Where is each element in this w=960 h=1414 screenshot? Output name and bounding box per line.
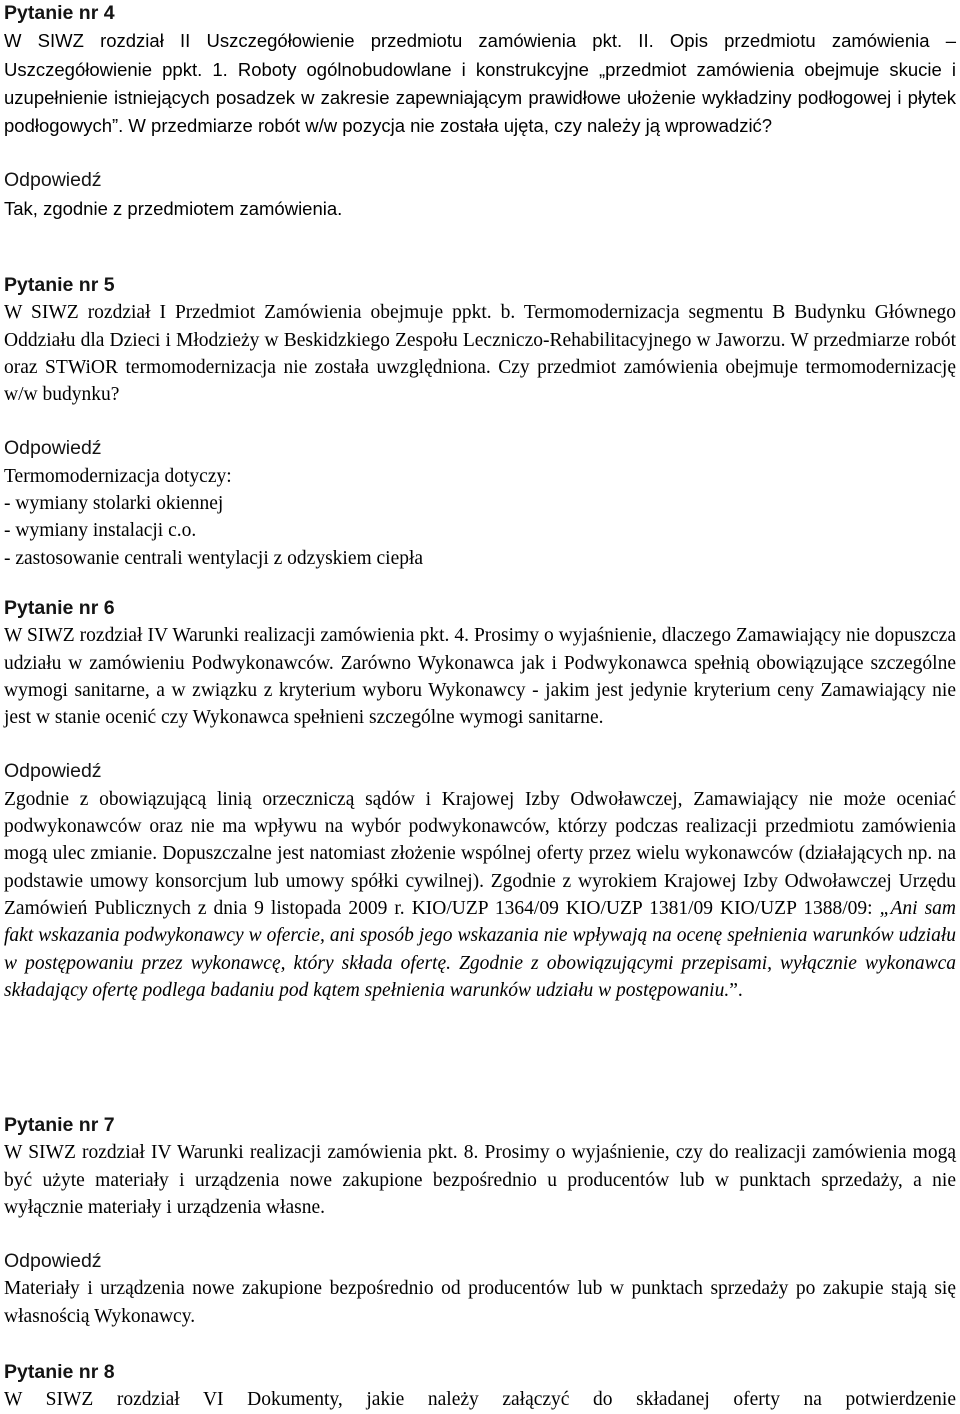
question-5-heading: Pytanie nr 5	[4, 274, 115, 296]
question-4-heading: Pytanie nr 4	[4, 2, 115, 24]
question-6-answer	[4, 786, 956, 1004]
question-7-section	[4, 1112, 956, 1330]
question-5-answer-line: Termomodernizacja dotyczy:	[4, 465, 232, 487]
question-4-answer-label: Odpowiedź	[4, 169, 102, 192]
question-6-answer-text: Zgodnie z obowiązującą linią orzeczniczą sądów i Krajowej Izby Odwoławczej, Zamawiający nie może oceniać podwykonawców oraz nie ma wpływu na wybór podwykonawców, którzy podczas realizacji przedmiotu zamówienia mogą ulec zmianie. Dopuszczalne jest natomiast złożenie wspólnej oferty przez wielu wykonawców (działających np. na podstawie umowy konsorcjum lub umowy spółki cywilnej). Zgodnie z wyrokiem Krajowej Izby Odwoławczej Urzędu Zamówień Publicznych z dnia 9 listopada 2009 r. KIO/UZP 1364/09 KIO/UZP 1381/09 KIO/UZP 1388/09:	[4, 788, 956, 919]
question-7-answer: Materiały i urządzenia nowe zakupione bezpośrednio od producentów lub w punktach sprzedaży po zakupie stają się własnością Wykonawcy.	[4, 1278, 956, 1327]
question-5-answer-line: - zastosowanie centrali wentylacji z odzyskiem ciepła	[4, 547, 424, 569]
question-6-text: W SIWZ rozdział IV Warunki realizacji zamówienia pkt. 4. Prosimy o wyjaśnienie, dlaczego Zamawiający nie dopuszcza udziału w zamówieniu Podwykonawców. Zarówno Wykonawca jak i Podwykonawca spełnią obowiązujące szczególne wymogi sanitarne, a w związku z kryterium wyboru Wykonawcy - jakim jest jedynie kryterium ceny Zamawiający nie jest w stanie ocenić czy Wykonawca spełnieni szczególne wymogi sanitarne.	[4, 625, 956, 729]
question-4-text	[4, 27, 956, 140]
question-6-answer-label: Odpowiedź	[4, 760, 102, 783]
question-4-section	[4, 0, 956, 222]
question-8-text: W SIWZ rozdział VI Dokumenty, jakie należy załączyć do składanej oferty na potwierdzenie	[4, 1389, 956, 1411]
question-8-heading: Pytanie nr 8	[4, 1361, 115, 1383]
question-5-section	[4, 272, 956, 572]
question-5-answer-line: - wymiany stolarki okiennej	[4, 493, 224, 515]
question-7-heading: Pytanie nr 7	[4, 1114, 115, 1136]
question-4-answer: Tak, zgodnie z przedmiotem zamówienia.	[4, 197, 343, 219]
question-4-text-part-b: W przedmiarze robót w/w pozycja nie została ujęta, czy należy ją wprowadzić?	[123, 115, 773, 137]
question-7-answer-label: Odpowiedź	[4, 1250, 102, 1273]
question-5-text: W SIWZ rozdział I Przedmiot Zamówienia obejmuje ppkt. b. Termomodernizacja segmentu B Budynku Głównego Oddziału dla Dzieci i Młodzieży w Beskidzkiego Zespołu Leczniczo-Rehabilitacyjnego w Jaworzu. W przedmiarze robót oraz STWiOR termomodernizacja nie została uwzględniona. Czy przedmiot zamówienia obejmuje termomodernizację w/w budynku?	[4, 302, 956, 406]
question-5-answer-label: Odpowiedź	[4, 437, 102, 460]
question-7-text: W SIWZ rozdział IV Warunki realizacji zamówienia pkt. 8. Prosimy o wyjaśnienie, czy do realizacji zamówienia mogą być użyte materiały i urządzenia nowe zakupione bezpośrednio u producentów lub w punktach sprzedaży, a nie wyłącznie materiały i urządzenia własne.	[4, 1142, 956, 1218]
question-6-answer-quote: „Ani sam fakt wskazania podwykonawcy w ofercie, ani sposób jego wskazania nie wpływają na ocenę spełnienia warunków udziału w postępowaniu przez wykonawcę, który składa ofertę. Zgodnie z obowiązującymi przepisami, wyłącznie wykonawca składający ofertę podlega badaniu pod kątem spełnienia warunków udziału w postępowaniu.	[4, 897, 956, 1001]
question-8-section	[4, 1359, 956, 1414]
question-5-answer-line: - wymiany instalacji c.o.	[4, 520, 197, 542]
question-6-heading: Pytanie nr 6	[4, 597, 115, 619]
question-4-text-part-a: W SIWZ rozdział II Uszczegółowienie przedmiotu zamówienia pkt. II. Opis przedmiotu zamówienia – Uszczegółowienie ppkt. 1. Roboty ogólnobudowlane i konstrukcyjne „przedmiot zamówienia obejmuje skucie i uzupełnienie istniejących posadzek w zakresie zapewniającym prawidłowe ułożenie wykładziny podłogowej i płytek podłogowych”.	[4, 30, 956, 137]
question-6-answer-tail: ”.	[729, 979, 743, 1001]
question-6-section	[4, 595, 956, 1004]
